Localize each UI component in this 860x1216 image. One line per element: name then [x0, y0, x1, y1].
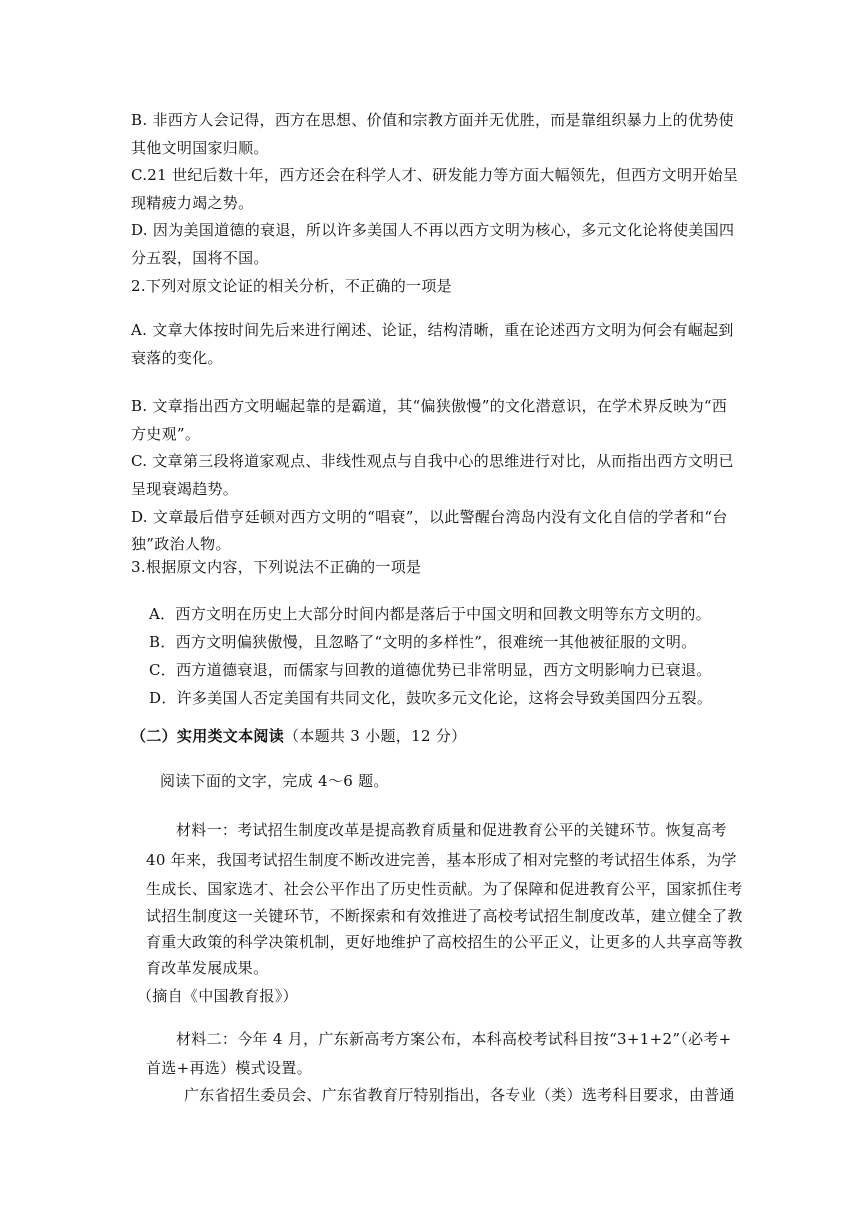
material1-line6: 育改革发展成果。	[146, 959, 269, 977]
q2-stem: 2.下列对原文论证的相关分析，不正确的一项是	[131, 277, 452, 295]
section-note: （本题共 3 小题，12 分）	[284, 727, 467, 745]
q2-option-a-line2: 衰落的变化。	[131, 349, 223, 367]
q1-option-b-line2: 其他文明国家归顺。	[131, 139, 269, 157]
q1-option-d-line2: 分五裂，国将不国。	[131, 249, 269, 267]
q2-option-b-line1: B. 文章指出西方文明崛起靠的是霸道，其“偏狭傲慢”的文化潜意识，在学术界反映为“西	[131, 397, 728, 415]
material1-line4: 试招生制度这一关键环节，不断探索和有效推进了高校考试招生制度改革，建立健全了教	[146, 907, 743, 925]
material1-line5: 育重大政策的科学决策机制，更好地维护了高校招生的公平正义，让更多的人共享高等教	[146, 933, 743, 951]
q3-option-d: D．许多美国人否定美国有共同文化，鼓吹多元文化论，这将会导致美国四分五裂。	[149, 689, 713, 707]
q2-option-d-line2: 独”政治人物。	[131, 535, 231, 553]
material1-line1: 材料一：考试招生制度改革是提高教育质量和促进教育公平的关键环节。恢复高考	[176, 821, 727, 839]
section-title: （二）实用类文本阅读	[131, 727, 285, 745]
q2-option-c-line2: 呈现衰竭趋势。	[131, 480, 239, 498]
material2-line1: 材料二：今年 4 月，广东新高考方案公布，本科高校考试科目按“3+1+2”（必考+	[176, 1030, 732, 1048]
q2-option-d-line1: D. 文章最后借亨廷顿对西方文明的“唱衰”，以此警醒台湾岛内没有文化自信的学者和“台	[131, 508, 728, 526]
q2-option-c-line1: C. 文章第三段将道家观点、非线性观点与自我中心的思维进行对比，从而指出西方文明已	[131, 452, 734, 470]
q2-option-b-line2: 方史观”。	[131, 425, 201, 443]
section-instruction: 阅读下面的文字，完成 4～6 题。	[160, 772, 389, 790]
q3-option-b: B．西方文明偏狭傲慢，且忽略了“文明的多样性”，很难统一其他被征服的文明。	[149, 633, 697, 651]
q1-option-d-line1: D. 因为美国道德的衰退，所以许多美国人不再以西方文明为核心，多元文化论将使美国四	[131, 221, 735, 239]
q1-option-c-line1: C.21 世纪后数十年，西方还会在科学人才、研发能力等方面大幅领先，但西方文明开始呈	[131, 166, 739, 184]
q1-option-c-line2: 现精疲力竭之势。	[131, 194, 254, 212]
q1-option-b-line1: B. 非西方人会记得，西方在思想、价值和宗教方面并无优胜，而是靠组织暴力上的优势使	[131, 111, 734, 129]
q3-option-a: A．西方文明在历史上大部分时间内都是落后于中国文明和回教文明等东方文明的。	[149, 605, 711, 623]
material1-line2: 40 年来，我国考试招生制度不断改进完善，基本形成了相对完整的考试招生体系，为学	[146, 851, 737, 869]
material1-line3: 生成长、国家选才、社会公平作出了历史性贡献。为了保障和促进教育公平，国家抓住考	[146, 880, 743, 898]
section-heading	[131, 726, 466, 746]
material1-source: （摘自《中国教育报》）	[137, 987, 298, 1005]
material2-line2: 首选+再选）模式设置。	[146, 1059, 312, 1077]
q2-option-a-line1: A. 文章大体按时间先后来进行阐述、论证，结构清晰，重在论述西方文明为何会有崛起到	[131, 321, 734, 339]
q3-stem: 3.根据原文内容，下列说法不正确的一项是	[131, 558, 422, 576]
material2-para2-line1: 广东省招生委员会、广东省教育厅特别指出，各专业（类）选考科目要求，由普通	[184, 1086, 735, 1104]
q3-option-c: C．西方道德衰退，而儒家与回教的道德优势已非常明显，西方文明影响力已衰退。	[149, 661, 712, 679]
